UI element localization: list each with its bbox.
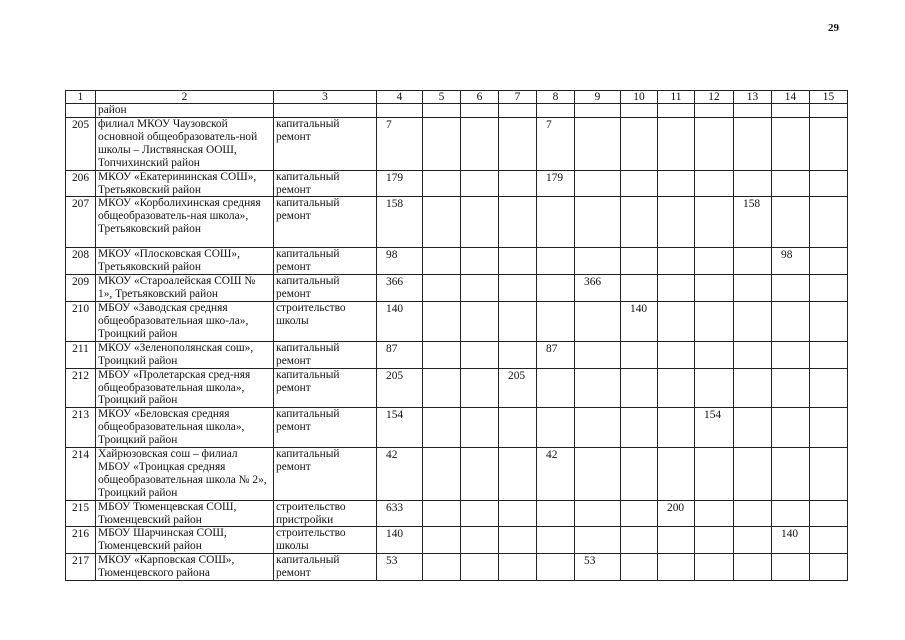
total-value: 179 (377, 170, 423, 197)
empty-cell (772, 275, 810, 302)
work-type: строительство пристройки (274, 500, 377, 527)
row-number: 208 (66, 248, 96, 275)
header-cell: 10 (621, 91, 658, 104)
empty-cell (621, 118, 658, 171)
empty-cell (695, 527, 734, 554)
header-cell: 3 (274, 91, 377, 104)
year-value: 158 (734, 197, 772, 248)
empty-cell (499, 104, 537, 118)
empty-cell (575, 448, 621, 501)
empty-cell (461, 302, 499, 342)
empty-cell (423, 118, 461, 171)
table-row (66, 118, 848, 171)
header-cell: 13 (734, 91, 772, 104)
header-cell: 2 (96, 91, 274, 104)
empty-cell (658, 368, 695, 408)
row-number: 207 (66, 197, 96, 248)
table-row (66, 248, 848, 275)
empty-cell (423, 104, 461, 118)
empty-cell (499, 302, 537, 342)
empty-cell (423, 500, 461, 527)
empty-cell (621, 500, 658, 527)
total-value: 154 (377, 408, 423, 448)
empty-cell (621, 408, 658, 448)
header-cell: 14 (772, 91, 810, 104)
empty-cell (461, 275, 499, 302)
empty-cell (734, 341, 772, 368)
empty-cell (423, 302, 461, 342)
total-value: 366 (377, 275, 423, 302)
year-value: 98 (772, 248, 810, 275)
year-value: 200 (658, 500, 695, 527)
empty-cell (461, 527, 499, 554)
empty-cell (695, 554, 734, 581)
row-number: 213 (66, 408, 96, 448)
table-row (66, 408, 848, 448)
empty-cell (499, 275, 537, 302)
empty-cell (772, 170, 810, 197)
empty-cell (66, 104, 96, 118)
empty-cell (377, 104, 423, 118)
table-row (66, 302, 848, 342)
empty-cell (810, 527, 848, 554)
empty-cell (810, 500, 848, 527)
table-row (66, 554, 848, 581)
header-cell: 12 (695, 91, 734, 104)
work-type: капитальный ремонт (274, 368, 377, 408)
empty-cell (621, 527, 658, 554)
row-number: 209 (66, 275, 96, 302)
empty-cell (621, 341, 658, 368)
empty-cell (621, 448, 658, 501)
empty-cell (461, 118, 499, 171)
empty-cell (658, 448, 695, 501)
total-value: 158 (377, 197, 423, 248)
empty-cell (695, 302, 734, 342)
empty-cell (621, 554, 658, 581)
empty-cell (499, 118, 537, 171)
header-cell: 9 (575, 91, 621, 104)
work-type: капитальный ремонт (274, 118, 377, 171)
empty-cell (461, 448, 499, 501)
empty-cell (499, 197, 537, 248)
work-type: капитальный ремонт (274, 248, 377, 275)
empty-cell (734, 275, 772, 302)
empty-cell (772, 118, 810, 171)
empty-cell (461, 104, 499, 118)
empty-cell (810, 170, 848, 197)
empty-cell (537, 197, 575, 248)
institution-name: МБОУ «Пролетарская сред-няя общеобразовательная школа», Троицкий район (96, 368, 274, 408)
empty-cell (772, 104, 810, 118)
work-type: строительство школы (274, 302, 377, 342)
empty-cell (537, 302, 575, 342)
empty-cell (695, 500, 734, 527)
empty-cell (658, 197, 695, 248)
empty-cell (658, 104, 695, 118)
empty-cell (658, 527, 695, 554)
table-row (66, 275, 848, 302)
empty-cell (695, 448, 734, 501)
empty-cell (772, 448, 810, 501)
empty-cell (772, 500, 810, 527)
year-value: 140 (772, 527, 810, 554)
empty-cell (810, 104, 848, 118)
year-value: 154 (695, 408, 734, 448)
empty-cell (810, 408, 848, 448)
empty-cell (499, 170, 537, 197)
total-value: 140 (377, 302, 423, 342)
work-type: капитальный ремонт (274, 170, 377, 197)
empty-cell (575, 104, 621, 118)
empty-cell (575, 197, 621, 248)
empty-cell (499, 248, 537, 275)
work-type: капитальный ремонт (274, 341, 377, 368)
work-type: капитальный ремонт (274, 197, 377, 248)
empty-cell (658, 118, 695, 171)
empty-cell (274, 104, 377, 118)
institution-name: МКОУ «Карповская СОШ», Тюменцевского района (96, 554, 274, 581)
total-value: 98 (377, 248, 423, 275)
empty-cell (461, 170, 499, 197)
empty-cell (810, 275, 848, 302)
empty-cell (695, 170, 734, 197)
work-type: капитальный ремонт (274, 408, 377, 448)
empty-cell (658, 341, 695, 368)
work-type: капитальный ремонт (274, 275, 377, 302)
institution-name: Хайрюзовская сош – филиал МБОУ «Троицкая средняя общеобразовательная школа № 2», Троицкий район (96, 448, 274, 501)
header-cell: 8 (537, 91, 575, 104)
empty-cell (461, 500, 499, 527)
empty-cell (575, 302, 621, 342)
document-table (65, 90, 848, 581)
empty-cell (734, 118, 772, 171)
table-row (66, 197, 848, 248)
row-number: 211 (66, 341, 96, 368)
empty-cell (734, 248, 772, 275)
work-type: капитальный ремонт (274, 554, 377, 581)
table-row (66, 368, 848, 408)
total-value: 53 (377, 554, 423, 581)
institution-name: МБОУ «Заводская средняя общеобразовательная шко-ла», Троицкий район (96, 302, 274, 342)
header-cell: 6 (461, 91, 499, 104)
institution-name: МКОУ «Староалейская СОШ № 1», Третьяковский район (96, 275, 274, 302)
header-cell: 4 (377, 91, 423, 104)
table-row (66, 341, 848, 368)
empty-cell (461, 197, 499, 248)
empty-cell (772, 554, 810, 581)
empty-cell (695, 104, 734, 118)
empty-cell (658, 408, 695, 448)
header-cell: 7 (499, 91, 537, 104)
table-row (66, 448, 848, 501)
empty-cell (810, 302, 848, 342)
row-number: 210 (66, 302, 96, 342)
empty-cell (621, 170, 658, 197)
empty-cell (537, 275, 575, 302)
empty-cell (423, 368, 461, 408)
empty-cell (537, 248, 575, 275)
empty-cell (575, 408, 621, 448)
total-value: 205 (377, 368, 423, 408)
empty-cell (575, 527, 621, 554)
empty-cell (575, 500, 621, 527)
empty-cell (537, 408, 575, 448)
empty-cell (575, 368, 621, 408)
table-row (66, 170, 848, 197)
empty-cell (423, 170, 461, 197)
year-value: 179 (537, 170, 575, 197)
empty-cell (658, 248, 695, 275)
empty-cell (423, 448, 461, 501)
empty-cell (537, 104, 575, 118)
empty-cell (695, 368, 734, 408)
empty-cell (772, 197, 810, 248)
empty-cell (423, 248, 461, 275)
empty-cell (575, 341, 621, 368)
empty-cell (772, 408, 810, 448)
empty-cell (695, 248, 734, 275)
empty-cell (461, 368, 499, 408)
empty-cell (621, 275, 658, 302)
empty-cell (810, 448, 848, 501)
empty-cell (810, 554, 848, 581)
empty-cell (423, 408, 461, 448)
empty-cell (810, 368, 848, 408)
empty-cell (499, 527, 537, 554)
empty-cell (734, 170, 772, 197)
total-value: 42 (377, 448, 423, 501)
row-number: 205 (66, 118, 96, 171)
empty-cell (423, 197, 461, 248)
empty-cell (499, 554, 537, 581)
row-number: 217 (66, 554, 96, 581)
year-value: 366 (575, 275, 621, 302)
table-row (66, 527, 848, 554)
header-cell: 5 (423, 91, 461, 104)
total-value: 87 (377, 341, 423, 368)
empty-cell (461, 408, 499, 448)
year-value: 7 (537, 118, 575, 171)
empty-cell (461, 341, 499, 368)
empty-cell (810, 118, 848, 171)
row-number: 206 (66, 170, 96, 197)
empty-cell (575, 248, 621, 275)
empty-cell (423, 341, 461, 368)
empty-cell (658, 554, 695, 581)
row-number: 216 (66, 527, 96, 554)
year-value: 87 (537, 341, 575, 368)
work-type: капитальный ремонт (274, 448, 377, 501)
row-number: 215 (66, 500, 96, 527)
empty-cell (772, 368, 810, 408)
empty-cell (695, 275, 734, 302)
empty-cell (810, 341, 848, 368)
header-cell: 1 (66, 91, 96, 104)
empty-cell (621, 104, 658, 118)
empty-cell (734, 104, 772, 118)
year-value: 205 (499, 368, 537, 408)
empty-cell (537, 368, 575, 408)
header-cell: 15 (810, 91, 848, 104)
empty-cell (734, 554, 772, 581)
institution-name: МБОУ Шарчинская СОШ, Тюменцевский район (96, 527, 274, 554)
year-value: 140 (621, 302, 658, 342)
empty-cell (772, 302, 810, 342)
year-value: 53 (575, 554, 621, 581)
empty-cell (537, 500, 575, 527)
empty-cell (499, 341, 537, 368)
empty-cell (499, 448, 537, 501)
page-number: 29 (828, 22, 839, 34)
continuation-row (66, 104, 848, 118)
empty-cell (695, 197, 734, 248)
empty-cell (658, 170, 695, 197)
empty-cell (772, 341, 810, 368)
institution-name: филиал МКОУ Чаузовской основной общеобразователь-ной школы – Листвянская ООШ, Топчихинский район (96, 118, 274, 171)
row-number: 212 (66, 368, 96, 408)
empty-cell (734, 448, 772, 501)
empty-cell (810, 248, 848, 275)
empty-cell (658, 302, 695, 342)
empty-cell (575, 118, 621, 171)
empty-cell (461, 248, 499, 275)
empty-cell (621, 197, 658, 248)
table-row (66, 500, 848, 527)
header-cell: 11 (658, 91, 695, 104)
empty-cell (423, 527, 461, 554)
institution-name: МКОУ «Плосковская СОШ», Третьяковский район (96, 248, 274, 275)
institution-name: МКОУ «Беловская средняя общеобразовательная школа», Троицкий район (96, 408, 274, 448)
header-row (66, 91, 848, 104)
empty-cell (499, 500, 537, 527)
empty-cell (621, 368, 658, 408)
total-value: 140 (377, 527, 423, 554)
institution-name: МКОУ «Екатерининская СОШ», Третьяковский район (96, 170, 274, 197)
empty-cell (621, 248, 658, 275)
empty-cell (734, 408, 772, 448)
institution-name: МКОУ «Зеленополянская сош», Троицкий район (96, 341, 274, 368)
year-value: 42 (537, 448, 575, 501)
row-number: 214 (66, 448, 96, 501)
work-type: строительство школы (274, 527, 377, 554)
empty-cell (734, 368, 772, 408)
empty-cell (658, 275, 695, 302)
empty-cell (695, 341, 734, 368)
empty-cell (734, 527, 772, 554)
empty-cell (537, 527, 575, 554)
empty-cell (423, 554, 461, 581)
empty-cell (423, 275, 461, 302)
empty-cell (499, 408, 537, 448)
institution-name: МКОУ «Корболихинская средняя общеобразователь-ная школа», Третьяковский район (96, 197, 274, 248)
empty-cell (734, 500, 772, 527)
empty-cell (537, 554, 575, 581)
institution-name: МБОУ Тюменцевская СОШ, Тюменцевский район (96, 500, 274, 527)
total-value: 633 (377, 500, 423, 527)
empty-cell (810, 197, 848, 248)
empty-cell (575, 170, 621, 197)
continuation-name: район (96, 104, 274, 118)
empty-cell (695, 118, 734, 171)
total-value: 7 (377, 118, 423, 171)
empty-cell (734, 302, 772, 342)
empty-cell (461, 554, 499, 581)
